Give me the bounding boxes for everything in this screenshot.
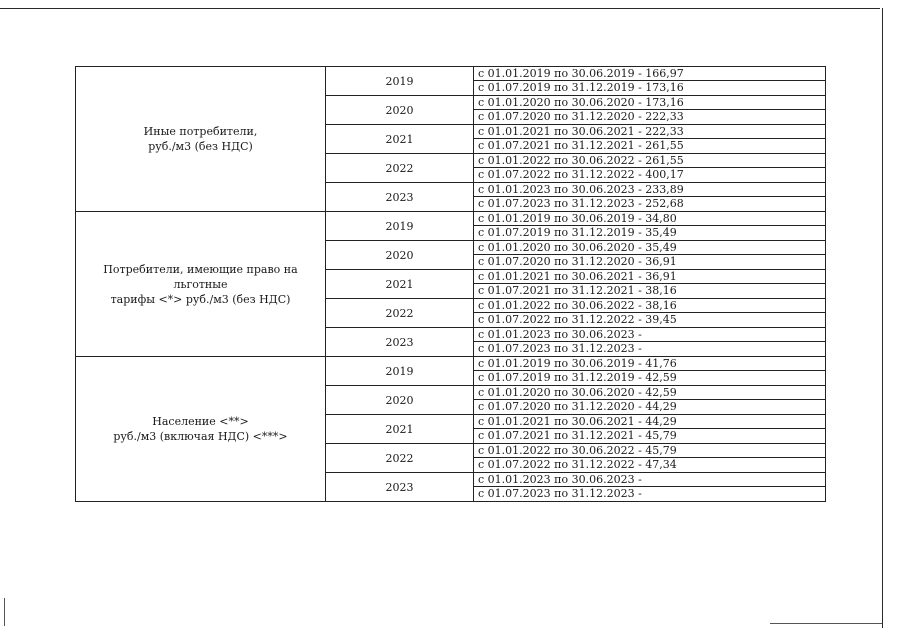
table-row [76,67,826,96]
year-cell: 2023 [326,473,474,502]
rate-first-half: с 01.01.2023 по 30.06.2023 - 233,89 [478,183,684,196]
consumer-group-cell [76,67,326,212]
consumer-group-unit: руб./м3 (включая НДС) <***> [113,430,288,443]
rate-first-half: с 01.01.2022 по 30.06.2022 - 261,55 [478,154,684,167]
year-cell: 2020 [326,386,474,415]
rate-cell [474,96,826,125]
rate-first-half: с 01.01.2019 по 30.06.2019 - 41,76 [478,357,677,370]
table-row [76,212,826,241]
rate-second-half: с 01.07.2023 по 31.12.2023 - [474,341,825,355]
consumer-group-cell [76,357,326,502]
year-cell: 2020 [326,96,474,125]
rate-first-half: с 01.01.2022 по 30.06.2022 - 45,79 [478,444,677,457]
rate-second-half: с 01.07.2022 по 31.12.2022 - 39,45 [474,312,825,326]
consumer-group-label: Потребители, имеющие право на льготные [103,262,298,291]
rate-second-half: с 01.07.2021 по 31.12.2021 - 261,55 [474,138,825,152]
rate-cell [474,299,826,328]
year-cell: 2022 [326,154,474,183]
rate-cell [474,444,826,473]
rate-cell [474,67,826,96]
year-cell: 2021 [326,125,474,154]
rate-second-half: с 01.07.2023 по 31.12.2023 - [474,486,825,500]
tariff-table [75,66,826,502]
consumer-group-label: Население <**> [152,415,249,428]
consumer-group-label: Иные потребители, [143,125,258,138]
tariff-table-body [76,67,826,502]
rate-second-half: с 01.07.2021 по 31.12.2021 - 45,79 [474,428,825,442]
rate-cell [474,386,826,415]
rate-first-half: с 01.01.2021 по 30.06.2021 - 222,33 [478,125,684,138]
rate-first-half: с 01.01.2022 по 30.06.2022 - 38,16 [478,299,677,312]
table-row [76,357,826,386]
year-cell: 2019 [326,212,474,241]
rate-cell [474,473,826,502]
rate-second-half: с 01.07.2022 по 31.12.2022 - 47,34 [474,457,825,471]
year-cell: 2020 [326,241,474,270]
year-cell: 2022 [326,299,474,328]
rate-cell [474,125,826,154]
rate-first-half: с 01.01.2021 по 30.06.2021 - 36,91 [478,270,677,283]
rate-cell [474,241,826,270]
year-cell: 2021 [326,270,474,299]
rate-cell [474,328,826,357]
rate-second-half: с 01.07.2019 по 31.12.2019 - 35,49 [474,225,825,239]
rate-first-half: с 01.01.2023 по 30.06.2023 - [478,473,642,486]
rate-cell [474,183,826,212]
rate-first-half: с 01.01.2021 по 30.06.2021 - 44,29 [478,415,677,428]
scan-page-edge-top [0,8,880,9]
rate-first-half: с 01.01.2020 по 30.06.2020 - 173,16 [478,96,684,109]
rate-second-half: с 01.07.2023 по 31.12.2023 - 252,68 [474,196,825,210]
year-cell: 2021 [326,415,474,444]
scan-page-edge-right [882,8,883,628]
consumer-group-cell [76,212,326,357]
rate-first-half: с 01.01.2023 по 30.06.2023 - [478,328,642,341]
rate-first-half: с 01.01.2019 по 30.06.2019 - 166,97 [478,67,684,80]
rate-first-half: с 01.01.2020 по 30.06.2020 - 35,49 [478,241,677,254]
rate-cell [474,154,826,183]
year-cell: 2022 [326,444,474,473]
rate-first-half: с 01.01.2019 по 30.06.2019 - 34,80 [478,212,677,225]
year-cell: 2023 [326,328,474,357]
scan-page-edge-left [4,598,5,626]
rate-cell [474,357,826,386]
rate-second-half: с 01.07.2020 по 31.12.2020 - 36,91 [474,254,825,268]
rate-first-half: с 01.01.2020 по 30.06.2020 - 42,59 [478,386,677,399]
scan-page-edge-bottom [770,623,882,624]
rate-second-half: с 01.07.2020 по 31.12.2020 - 44,29 [474,399,825,413]
rate-second-half: с 01.07.2021 по 31.12.2021 - 38,16 [474,283,825,297]
year-cell: 2019 [326,357,474,386]
rate-second-half: с 01.07.2020 по 31.12.2020 - 222,33 [474,109,825,123]
rate-second-half: с 01.07.2019 по 31.12.2019 - 42,59 [474,370,825,384]
consumer-group-unit: тарифы <*> руб./м3 (без НДС) [110,292,291,306]
year-cell: 2023 [326,183,474,212]
rate-cell [474,270,826,299]
rate-second-half: с 01.07.2022 по 31.12.2022 - 400,17 [474,167,825,181]
rate-cell [474,212,826,241]
rate-cell [474,415,826,444]
rate-second-half: с 01.07.2019 по 31.12.2019 - 173,16 [474,80,825,94]
consumer-group-unit: руб./м3 (без НДС) [148,140,253,153]
year-cell: 2019 [326,67,474,96]
